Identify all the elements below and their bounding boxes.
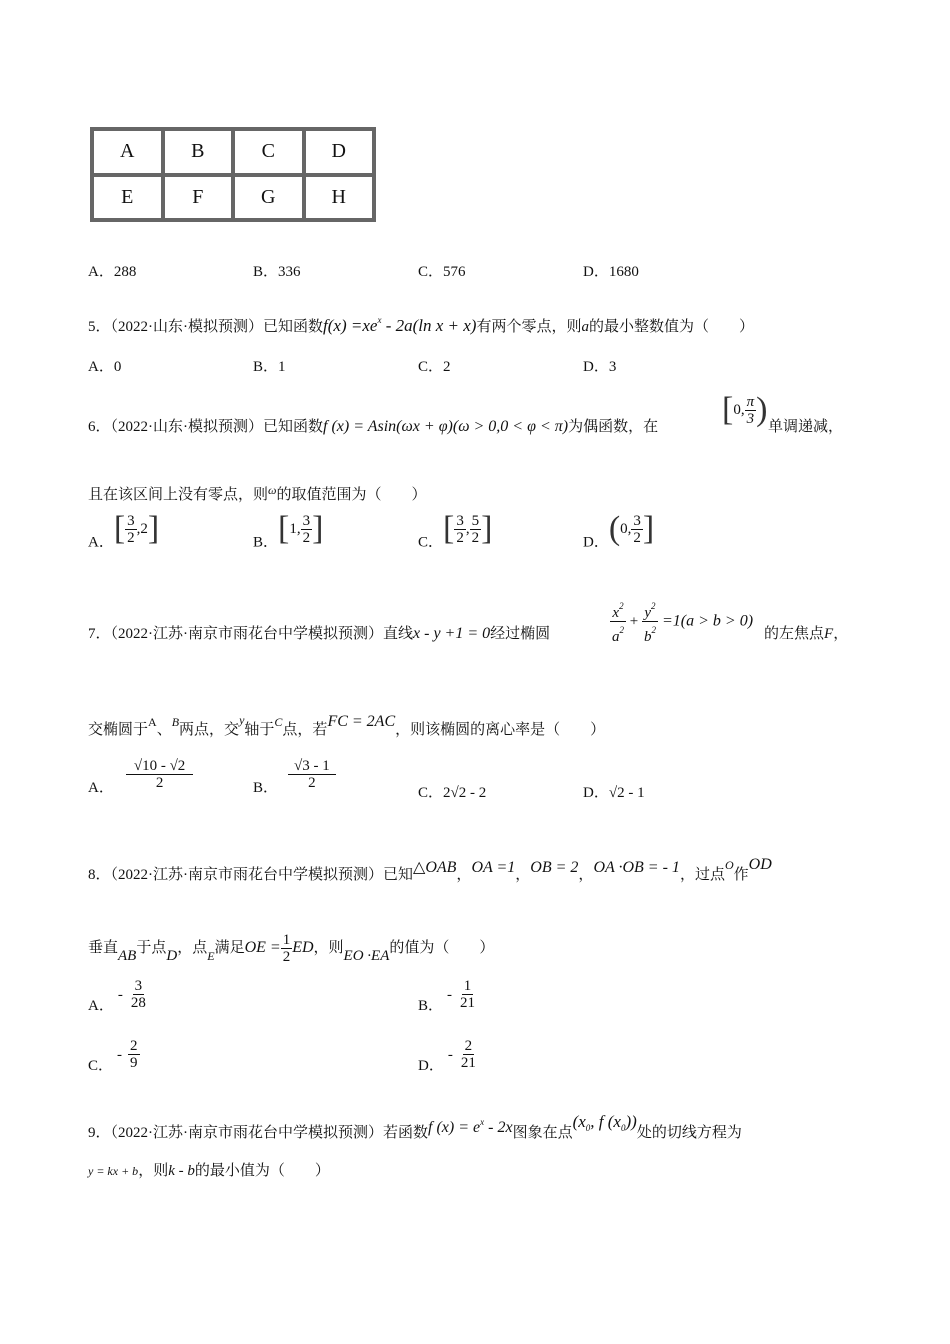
q8-AB: AB — [118, 947, 137, 964]
q7-a-den: 2 — [155, 775, 164, 791]
q6-tail: 单调递减， — [768, 419, 844, 435]
q9-pt0: 0 — [585, 1123, 591, 1133]
q7-line2d: 点，若 — [282, 722, 328, 738]
q8-line2d: 满足 — [214, 939, 245, 956]
q9-source: （2022·江苏·南京市雨花台中学模拟预测）若函数 — [110, 1125, 429, 1141]
q8-option-d — [418, 1038, 478, 1082]
q9-line2b: ，则 — [138, 1163, 169, 1179]
q8-b-label: B． — [418, 997, 444, 1014]
q8-c4: ，过点 — [679, 867, 725, 883]
grid-cell: H — [306, 177, 373, 219]
q6-int-den: 3 — [746, 410, 755, 427]
q8-eoea: EO ·EA — [343, 947, 390, 964]
grid-cell: C — [235, 131, 302, 173]
q7-comma: ， — [833, 626, 849, 642]
q6-b-num: 3 — [302, 512, 311, 529]
q6-a-right: ,2 — [136, 521, 148, 537]
q7-c-label: C． — [418, 785, 444, 801]
q5-tail: 有两个零点，则 — [476, 319, 582, 335]
q9-line2c: 的最小值为（ ） — [194, 1163, 330, 1179]
q8-E: E — [207, 948, 215, 963]
q8-ed: ED — [292, 938, 314, 956]
q9-mid: 图象在点 — [512, 1125, 573, 1141]
q7-stem-1a — [88, 624, 550, 644]
q7-option-a — [88, 758, 193, 804]
q8-c3: ， — [578, 867, 594, 883]
q8-c-sign: - — [117, 1046, 123, 1063]
q5-f: f — [323, 316, 328, 335]
q7-b-den: 2 — [308, 775, 316, 791]
q4-option-b: B．336 — [253, 264, 301, 280]
grid-cell: G — [235, 177, 302, 219]
q7-stem-1b — [764, 624, 848, 644]
q8-option-c — [88, 1038, 140, 1082]
q6-c-num1: 3 — [456, 512, 464, 529]
q7-source: （2022·江苏·南京市雨花台中学模拟预测）直线 — [110, 626, 414, 642]
q5-a: a — [581, 319, 589, 335]
q8-a-num: 3 — [134, 978, 143, 994]
q8-stem-2 — [88, 932, 494, 966]
q8-half-num: 1 — [282, 932, 291, 948]
q7-line2e: ，则该椭圆的离心率是（ ） — [395, 722, 606, 738]
q6-stem-2 — [88, 480, 427, 505]
q8-stem-1 — [88, 855, 772, 885]
q8-d-num: 2 — [464, 1038, 473, 1054]
q7-y: y — [644, 605, 652, 621]
q8-b-den: 21 — [460, 995, 476, 1011]
grid-cell: F — [165, 177, 232, 219]
q9-tail: 处的切线方程为 — [636, 1125, 742, 1141]
q6-omega: ω — [268, 483, 277, 497]
q7-B: B — [171, 715, 180, 729]
q6-eq: f (x) = Asin(ωx + φ)(ω > 0,0 < φ < π) — [323, 418, 569, 435]
q9-number: 9． — [88, 1125, 111, 1141]
q8-c2: ， — [515, 867, 531, 883]
q9-pt: (x — [572, 1112, 586, 1131]
q7-ellipse-rhs: =1(a > b > 0) — [657, 612, 754, 630]
q7-d-val: √2 - 1 — [608, 785, 645, 801]
q5-source: （2022·山东·模拟预测）已知函数 — [110, 319, 324, 335]
q7-fc: FC = 2AC — [327, 713, 396, 730]
q7-option-b — [253, 758, 336, 804]
q8-D: D — [166, 947, 178, 964]
q6-number: 6． — [88, 419, 111, 435]
q8-OD: OD — [748, 856, 772, 873]
letter-grid — [90, 127, 376, 222]
q7-a: a — [612, 629, 620, 645]
q8-source: （2022·江苏·南京市雨花台中学模拟预测）已知 — [110, 867, 414, 883]
q6-b-label: B． — [253, 534, 279, 551]
q8-oe: OE = — [244, 938, 281, 956]
q7-x: x — [612, 605, 620, 621]
q6-stem-1 — [88, 417, 658, 437]
q6-interval: [0, $\frac{\pi}{3}$ ) — [722, 391, 768, 428]
q9-pt2: , f (x — [590, 1112, 621, 1131]
q7-a-num: √10 - √2 — [126, 758, 193, 775]
q6-source: （2022·山东·模拟预测）已知函数 — [110, 419, 324, 435]
q6-b-den: 2 — [302, 529, 311, 546]
q6-option-c: C．[ $\frac{3}{2}$ , $\frac{5}{2}$ ] — [418, 510, 493, 551]
q8-line2c: ，点 — [177, 939, 208, 956]
q9-f2: - 2x — [484, 1119, 513, 1136]
q9-f: f (x) = e — [428, 1119, 481, 1136]
q6-line2b: 的取值范围为（ ） — [276, 487, 427, 503]
q6-d-den: 2 — [633, 529, 641, 546]
q7-c-val: 2√2 - 2 — [443, 785, 487, 801]
q6-int-left: 0, — [733, 402, 745, 418]
q5-eq-a: (x) =xe — [327, 316, 378, 335]
q5-exp: x — [377, 315, 382, 325]
q7-option-c — [418, 783, 486, 803]
q8-line2a: 垂直 — [88, 939, 119, 956]
q8-oa: OA =1 — [471, 859, 516, 876]
q4-option-c: C．576 — [418, 264, 466, 280]
q6-c-den1: 2 — [456, 529, 464, 546]
q9-tangent: y = kx + b — [88, 1164, 139, 1178]
q9-pt3: 0 — [620, 1123, 626, 1133]
q8-option-a — [88, 978, 148, 1022]
q8-O: O — [724, 858, 734, 872]
q8-triangle: △OAB — [413, 859, 457, 876]
q6-option-b: B．[1, $\frac{3}{2}$ ] — [253, 510, 324, 551]
grid-cell: E — [94, 177, 161, 219]
q7-tail: 的左焦点 — [764, 626, 825, 642]
grid-cell: D — [306, 131, 373, 173]
q8-number: 8． — [88, 867, 111, 883]
q5-eq-b: - 2a(ln x + x) — [381, 316, 477, 335]
q8-d-label: D． — [418, 1057, 444, 1074]
q6-c-label: C． — [418, 534, 444, 551]
grid-cell: A — [94, 131, 161, 173]
q8-c-den: 9 — [130, 1055, 138, 1071]
q7-stem-2 — [88, 710, 605, 740]
q6-c-den2: 2 — [471, 529, 480, 546]
q7-line2c: 轴于 — [244, 722, 275, 738]
q8-option-b — [418, 978, 477, 1022]
q7-number: 7． — [88, 626, 111, 642]
q6-b-left: 1, — [289, 521, 301, 537]
q6-mid: 为偶函数，在 — [568, 419, 659, 435]
q8-a-label: A． — [88, 997, 114, 1014]
q7-d-label: D． — [583, 785, 609, 801]
q5-option-b: B．1 — [253, 359, 286, 375]
q7-b-label: B． — [253, 779, 279, 796]
q6-c-num2: 5 — [471, 512, 480, 529]
q6-int-num: π — [746, 393, 755, 410]
q8-b-sign: - — [447, 986, 453, 1003]
q7-b: b — [643, 629, 652, 645]
q6-d-num: 3 — [633, 512, 641, 529]
q8-a-sign: - — [117, 986, 123, 1003]
q7-F: F — [824, 626, 834, 642]
q8-a-den: 28 — [130, 995, 146, 1011]
q5-tail2: 的最小整数值为（ ） — [588, 319, 754, 335]
q7-sep: 、 — [156, 722, 172, 738]
q7-line2b: 两点，交 — [179, 722, 240, 738]
q9-point — [573, 1112, 637, 1131]
q9-kb: k - b — [168, 1163, 195, 1179]
grid-cell: B — [165, 131, 232, 173]
q8-half-den: 2 — [282, 949, 291, 965]
q8-b-num: 1 — [463, 978, 472, 994]
q8-d-sign: - — [447, 1046, 453, 1063]
q6-a-num: 3 — [127, 512, 135, 529]
q7-b-num: √3 - 1 — [288, 758, 336, 775]
q7-option-d — [583, 783, 645, 803]
q7-a-label: A． — [88, 779, 114, 796]
q6-option-d: D．(0, $\frac{3}{2}$ ] — [583, 510, 655, 551]
q7-ellipse-eq: $\frac{x^2}{a^2}$ + $\frac{y^2}{b^2}$ =1(a > b > 0) — [610, 598, 753, 644]
q8-line2f: 的值为（ ） — [389, 939, 495, 956]
q6-d-label: D． — [583, 534, 609, 551]
q5-stem — [88, 310, 754, 337]
q9-stem-2 — [88, 1161, 330, 1181]
q8-c1: ， — [456, 867, 472, 883]
q8-line2e: ，则 — [313, 939, 344, 956]
q6-a-den: 2 — [127, 529, 135, 546]
q7-line-eq: x - y +1 = 0 — [413, 625, 491, 642]
q5-option-a: A．0 — [88, 359, 122, 375]
q6-option-a: A．[ $\frac{3}{2}$ ,2] — [88, 510, 160, 551]
q6-d-left: 0, — [620, 521, 632, 537]
q7-line2a: 交椭圆于 — [88, 722, 149, 738]
q6-a-label: A． — [88, 534, 114, 551]
q9-exp: x — [480, 1117, 485, 1127]
q5-number: 5． — [88, 319, 111, 335]
q7-mid: 经过椭圆 — [490, 626, 551, 642]
q4-option-a: A．288 — [88, 264, 137, 280]
q8-line2b: 于点 — [136, 939, 167, 956]
q9-pt4: )) — [625, 1112, 637, 1131]
q9-stem-1 — [88, 1112, 742, 1143]
q7-y-axis: y — [239, 713, 245, 727]
q6-line2a: 且在该区间上没有零点，则 — [88, 487, 269, 503]
q8-c-num: 2 — [130, 1038, 138, 1054]
q8-dot: OA ·OB = - 1 — [593, 859, 680, 876]
q4-option-d: D．1680 — [583, 264, 639, 280]
q7-C: C — [274, 715, 283, 729]
q8-d-den: 21 — [460, 1055, 476, 1071]
q8-c-label: C． — [88, 1057, 114, 1074]
q8-ob: OB = 2 — [530, 859, 579, 876]
q5-option-d: D．3 — [583, 359, 617, 375]
q5-option-c: C．2 — [418, 359, 451, 375]
q7-A: A — [148, 715, 157, 729]
q8-zuo: 作 — [733, 867, 749, 883]
